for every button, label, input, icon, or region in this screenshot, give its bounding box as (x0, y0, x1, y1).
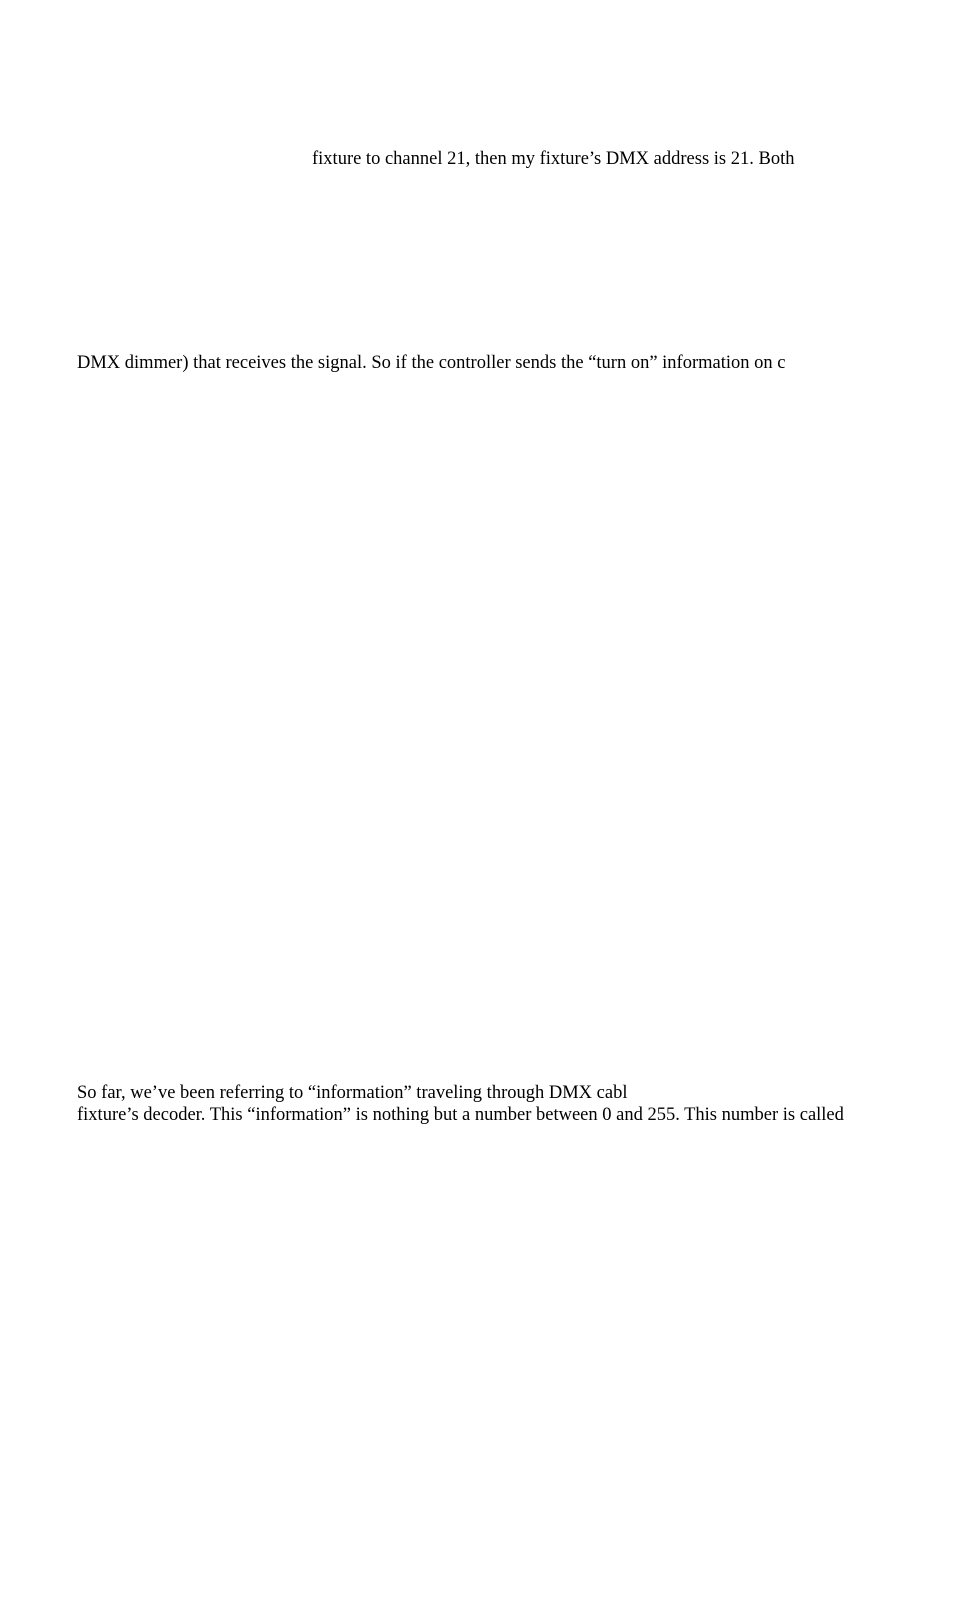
text-line-fixture-decoder: fixture’s decoder. This “information” is nothing but a number between 0 and 255. This number is called (77, 1105, 844, 1125)
text-line-information-traveling: So far, we’ve been referring to “information” traveling through DMX cabl (77, 1083, 628, 1103)
text-line-fixture-channel: fixture to channel 21, then my fixture’s DMX address is 21. Both (312, 149, 795, 169)
text-line-dmx-dimmer: DMX dimmer) that receives the signal. So if the controller sends the “turn on” information on c (77, 353, 786, 373)
